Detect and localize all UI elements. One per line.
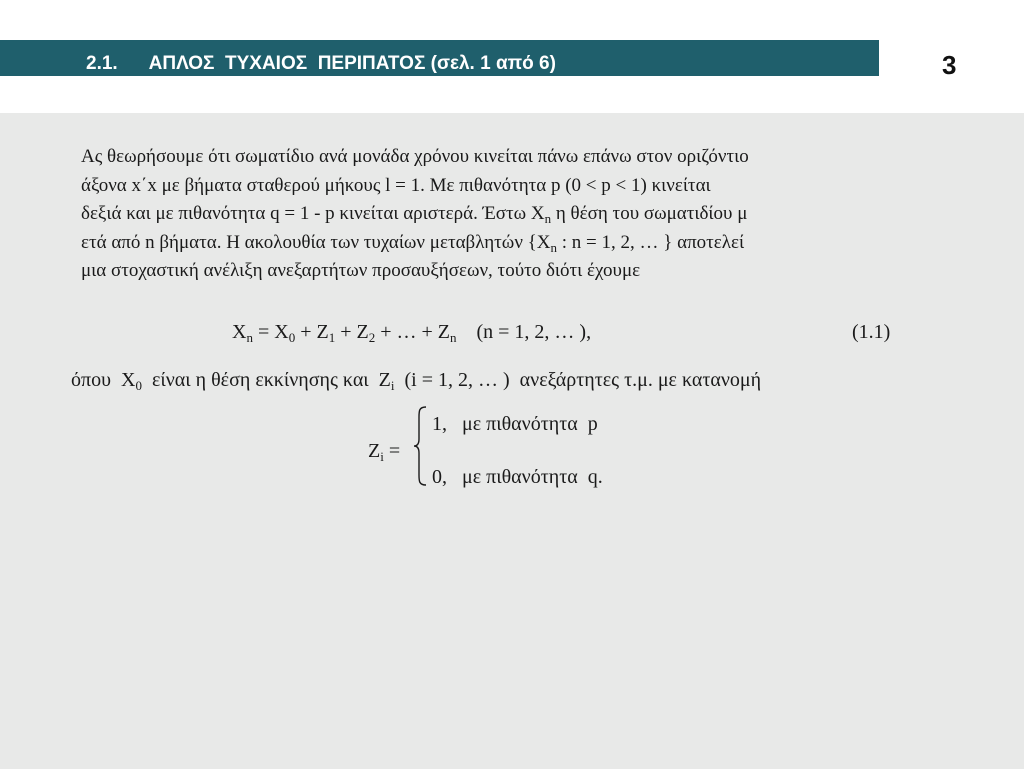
subscript: 0 — [288, 330, 296, 345]
zi-definition-label — [368, 437, 400, 465]
eq-term: + … + Z — [375, 321, 450, 343]
subscript: 0 — [135, 378, 142, 393]
text-segment: ετά από n βήματα. Η ακολουθία των τυχαίων μεταβλητών {X — [81, 231, 551, 253]
left-brace-icon — [412, 405, 432, 487]
subscript: n — [550, 239, 557, 255]
eq-term: X — [232, 321, 247, 343]
eq-term: = — [383, 440, 401, 462]
equation-number: (1.1) — [852, 321, 891, 343]
eq-term: + Z — [295, 321, 329, 343]
text-segment: η θέση του σωματιδίου μ — [551, 203, 748, 224]
subscript: i — [380, 449, 384, 464]
paragraph-line: μια στοχαστική ανέλιξη ανεξαρτήτων προσαυξήσεων, τούτο διότι έχουμε — [81, 260, 641, 281]
eq-term: Z — [368, 440, 381, 462]
paragraph-line: Ας θεωρήσουμε ότι σωματίδιο ανά μονάδα χρόνου κινείται πάνω επάνω στον οριζόντιο — [81, 146, 749, 167]
subscript: 1 — [328, 330, 336, 345]
subscript: 2 — [368, 330, 376, 345]
slide-title: 2.1. ΑΠΛΟΣ ΤΥΧΑΙΟΣ ΠΕΡΙΠΑΤΟΣ (σελ. 1 από 6) — [86, 53, 556, 74]
equation-1-1 — [232, 318, 591, 346]
eq-term: + Z — [335, 321, 369, 343]
page-number: 3 — [942, 50, 957, 80]
eq-term: (n = 1, 2, … ), — [456, 321, 592, 343]
paragraph-line: άξονα x΄x με βήματα σταθερού μήκους l = 1. Με πιθανότητα p (0 < p < 1) κινείται — [81, 174, 711, 196]
intro-paragraph — [81, 143, 913, 286]
where-sentence — [71, 366, 761, 394]
text-segment: : n = 1, 2, … } αποτελεί — [557, 231, 745, 253]
case-one: 1, με πιθανότητα p — [432, 413, 598, 435]
paragraph-line — [81, 200, 913, 229]
text-segment: (i = 1, 2, … ) ανεξάρτητες τ.μ. με κατανομή — [394, 369, 762, 391]
subscript: n — [449, 330, 457, 345]
text-segment: δεξιά και με πιθανότητα q = 1 - p κινείται αριστερά. Έστω X — [81, 203, 545, 224]
eq-term: = X — [252, 321, 289, 343]
case-two: 0, με πιθανότητα q. — [432, 466, 603, 488]
subscript: n — [544, 211, 552, 226]
text-segment: όπου X — [71, 369, 136, 391]
text-segment: είναι η θέση εκκίνησης και Z — [141, 369, 391, 391]
subscript: n — [246, 330, 253, 345]
subscript: i — [390, 378, 395, 393]
paragraph-line — [81, 229, 913, 258]
